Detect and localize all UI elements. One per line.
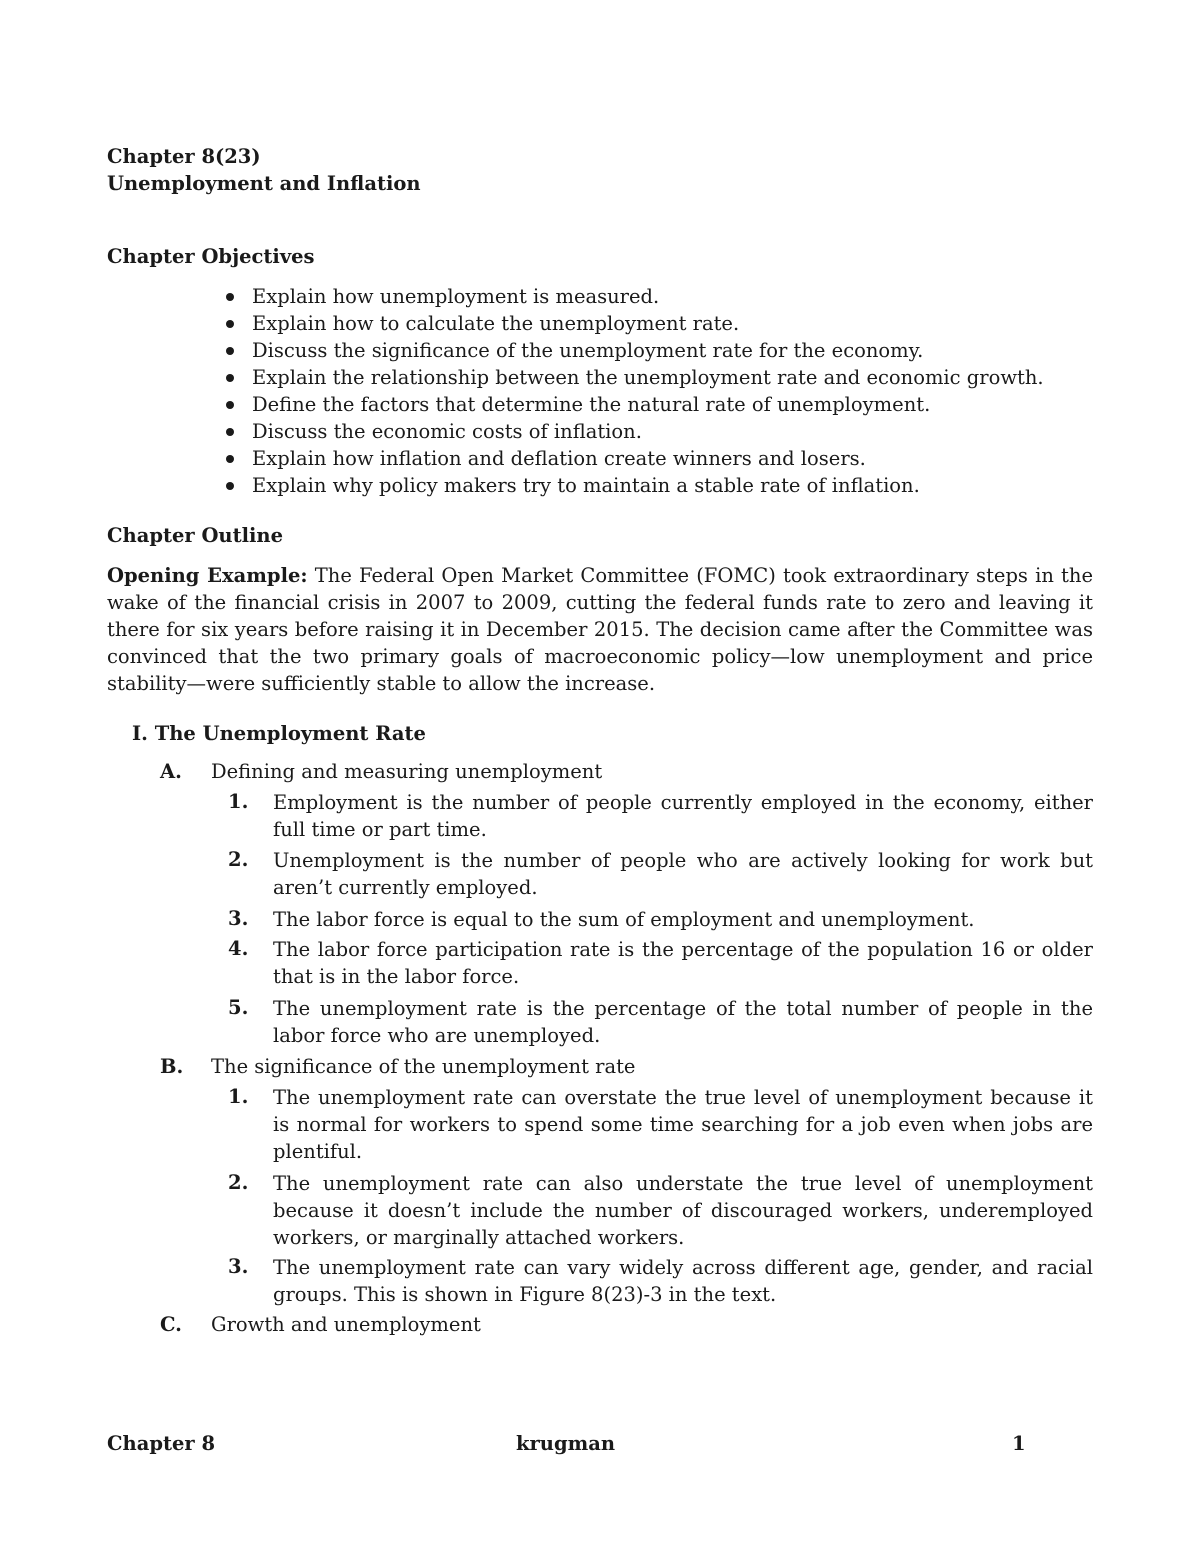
- footer-chapter: Chapter 8: [107, 1432, 216, 1455]
- opening-label: Opening Example:: [107, 564, 308, 587]
- item-text: The unemployment rate can also understate the true level of unemployment because it doesn’t include the number of discouraged workers, underemployed workers, or marginally attached workers.: [273, 1172, 1093, 1249]
- outline-heading: Chapter Outline: [107, 524, 284, 547]
- item-text: Unemployment is the number of people who are actively looking for work but aren’t currently employed.: [273, 849, 1093, 899]
- objectives-heading: Chapter Objectives: [107, 245, 315, 268]
- section-a-letter: A.: [160, 760, 182, 783]
- bullet-icon: [226, 293, 234, 301]
- item-number: 5.: [228, 996, 249, 1019]
- section-a-title: Defining and measuring unemployment: [211, 760, 603, 783]
- bullet-icon: [226, 482, 234, 490]
- item-text: The unemployment rate is the percentage of the total number of people in the labor force who are unemployed.: [273, 997, 1093, 1047]
- section-c-title: Growth and unemployment: [211, 1313, 481, 1336]
- section-b-title: The significance of the unemployment rate: [211, 1055, 636, 1078]
- bullet-icon: [226, 455, 234, 463]
- item-text: Employment is the number of people currently employed in the economy, either full time or part time.: [273, 791, 1093, 841]
- item-text: The labor force participation rate is the percentage of the population 16 or older that is in the labor force.: [273, 938, 1093, 988]
- objective-item: Explain how to calculate the unemployment rate.: [226, 310, 1044, 337]
- bullet-icon: [226, 401, 234, 409]
- objective-item: Define the factors that determine the natural rate of unemployment.: [226, 391, 1044, 418]
- item-number: 3.: [228, 907, 249, 930]
- section-b-letter: B.: [160, 1055, 184, 1078]
- item-number: 2.: [228, 848, 249, 871]
- page-number: 1: [1012, 1432, 1026, 1455]
- item-number: 2.: [228, 1171, 249, 1194]
- bullet-icon: [226, 320, 234, 328]
- item-number: 3.: [228, 1255, 249, 1278]
- objective-item: Explain how inflation and deflation create winners and losers.: [226, 445, 1044, 472]
- bullet-icon: [226, 347, 234, 355]
- item-number: 1.: [228, 790, 249, 813]
- opening-text: The Federal Open Market Committee (FOMC) took extraordinary steps in the wake of the financial crisis in 2007 to 2009, cutting the federal funds rate to zero and leaving it there for six years before raising it in December 2015. The decision came after the Committee was convinced that the two primary goals of macroeconomic policy—low unemployment and price stability—were sufficiently stable to allow the increase.: [107, 564, 1093, 695]
- opening-example: [107, 562, 1093, 697]
- item-text: The unemployment rate can overstate the true level of unemployment because it is normal for workers to spend some time searching for a job even when jobs are plentiful.: [273, 1086, 1093, 1163]
- bullet-icon: [226, 428, 234, 436]
- objective-item: Explain why policy makers try to maintain a stable rate of inflation.: [226, 472, 1044, 499]
- objective-item: Explain the relationship between the unemployment rate and economic growth.: [226, 364, 1044, 391]
- item-text: The unemployment rate can vary widely across different age, gender, and racial groups. This is shown in Figure 8(23)-3 in the text.: [273, 1256, 1093, 1306]
- bullet-icon: [226, 374, 234, 382]
- objectives-list: [226, 283, 1044, 499]
- objective-item: Explain how unemployment is measured.: [226, 283, 1044, 310]
- chapter-title: Unemployment and Inflation: [107, 172, 421, 195]
- objective-item: Discuss the economic costs of inflation.: [226, 418, 1044, 445]
- item-text: The labor force is equal to the sum of employment and unemployment.: [273, 908, 975, 931]
- section-heading: I. The Unemployment Rate: [132, 722, 426, 745]
- objective-item: Discuss the significance of the unemployment rate for the economy.: [226, 337, 1044, 364]
- section-c-letter: C.: [160, 1313, 182, 1336]
- item-number: 1.: [228, 1085, 249, 1108]
- item-number: 4.: [228, 937, 249, 960]
- chapter-label: Chapter 8(23): [107, 145, 261, 168]
- footer-author: krugman: [516, 1432, 616, 1455]
